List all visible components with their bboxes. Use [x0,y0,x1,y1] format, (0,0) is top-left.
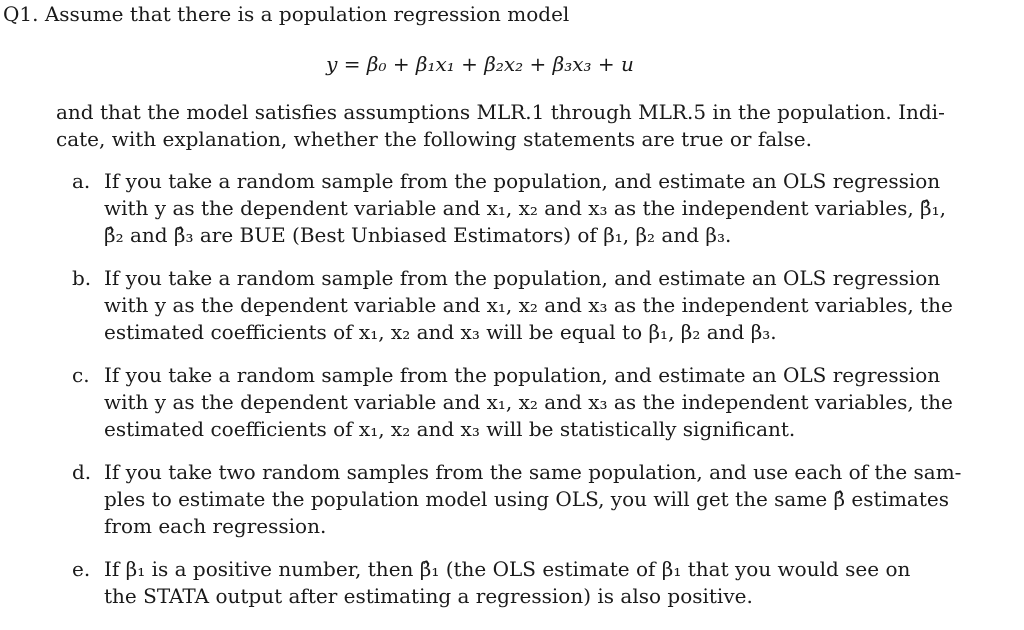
statement-text [104,556,932,610]
statement-item-a [72,168,946,249]
statement-line: estimated coefficients of x₁, x₂ and x₃ will be statistically significant. [104,417,796,441]
statement-text [104,459,962,540]
statement-line: estimated coefficients of x₁, x₂ and x₃ will be equal to β₁, β₂ and β₃. [104,320,777,344]
question-title: Assume that there is a population regression model [44,2,570,26]
intro-line: cate, with explanation, whether the following statements are true or false. [56,127,812,151]
question-header [3,1,569,28]
statement-text [104,362,953,443]
statement-label: b. [72,266,92,290]
statement-item-c [72,362,953,443]
intro-line: and that the model satisfies assumptions MLR.1 through MLR.5 in the population. Indi- [56,100,945,124]
regression-equation: y = β₀ + β₁x₁ + β₂x₂ + β₃x₃ + u [326,52,634,76]
statement-line: If you take a random sample from the population, and estimate an OLS regression [104,266,941,290]
statement-label: e. [72,557,91,581]
intro-paragraph [56,99,945,153]
statement-item-e [72,556,932,610]
statement-list [72,168,962,626]
statement-label: d. [72,460,92,484]
statement-line: If you take a random sample from the population, and estimate an OLS regression [104,363,941,387]
statement-label: a. [72,169,91,193]
statement-line: β̂₂ and β̂₃ are BUE (Best Unbiased Estimators) of β₁, β₂ and β₃. [104,223,732,247]
statement-line: from each regression. [104,514,327,538]
statement-line: If β₁ is a positive number, then β̂₁ (the OLS estimate of β₁ that you would see on [104,557,911,581]
statement-line: with y as the dependent variable and x₁, x₂ and x₃ as the independent variables, β̂₁, [104,196,946,220]
statement-text [104,265,953,346]
statement-item-d [72,459,962,540]
statement-label: c. [72,363,90,387]
statement-line: ples to estimate the population model using OLS, you will get the same β̂ estimates [104,487,949,511]
question-label: Q1. [3,2,39,26]
statement-line: with y as the dependent variable and x₁, x₂ and x₃ as the independent variables, the [104,293,953,317]
statement-line: with y as the dependent variable and x₁, x₂ and x₃ as the independent variables, the [104,390,953,414]
statement-line: the STATA output after estimating a regression) is also positive. [104,584,753,608]
statement-line: If you take two random samples from the same population, and use each of the sam- [104,460,962,484]
statement-item-b [72,265,953,346]
statement-line: If you take a random sample from the population, and estimate an OLS regression [104,169,941,193]
statement-text [104,168,946,249]
